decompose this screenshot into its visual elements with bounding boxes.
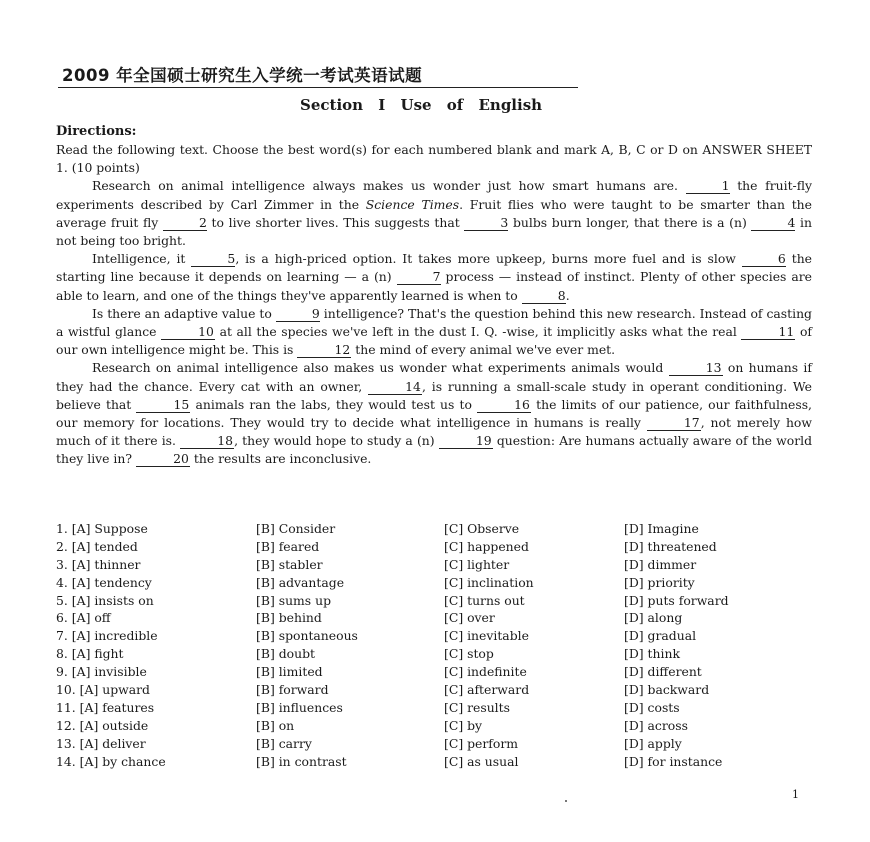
option-text: [D] along xyxy=(624,610,683,626)
option-text: [C] Observe xyxy=(444,521,520,536)
answer-blank: 4 xyxy=(751,216,795,231)
option-a xyxy=(56,627,256,645)
option-text: [C] perform xyxy=(444,735,518,751)
option-text: [A] incredible xyxy=(71,628,158,644)
option-b xyxy=(256,556,444,574)
passage-paragraph xyxy=(56,305,812,360)
passage-text-run: bulbs burn longer, that there is a (n) xyxy=(508,214,752,230)
option-text: [B] doubt xyxy=(256,646,315,662)
option-text: [B] on xyxy=(256,717,295,733)
passage-text-run: process — instead of instinct. Plenty of other species are able to learn, and one of the things they've apparently learned is when to xyxy=(56,269,812,303)
option-text: [C] over xyxy=(444,610,495,626)
option-text: [A] off xyxy=(71,610,111,626)
option-text: [B] in contrast xyxy=(256,753,347,769)
option-text: [B] sums up xyxy=(256,592,332,608)
option-c xyxy=(444,681,624,699)
answer-blank: 20 xyxy=(136,452,190,467)
passage-text-run: animals ran the labs, they would test us to xyxy=(190,396,478,412)
option-a xyxy=(56,663,256,681)
answer-blank: 11 xyxy=(741,325,795,340)
option-row xyxy=(56,735,816,753)
option-text: [D] puts forward xyxy=(624,592,729,608)
option-row xyxy=(56,556,816,574)
option-text: [A] by chance xyxy=(79,753,166,769)
option-b xyxy=(256,681,444,699)
italic-title: Science Times xyxy=(365,196,460,212)
question-number: 4. xyxy=(56,574,68,590)
option-text: [A] tendency xyxy=(71,574,152,590)
option-row xyxy=(56,681,816,699)
option-text: [B] stabler xyxy=(256,556,323,572)
answer-blank: 7 xyxy=(397,270,441,285)
option-text: [A] deliver xyxy=(79,735,146,751)
option-a xyxy=(56,520,256,538)
option-c xyxy=(444,753,624,771)
option-text: [A] fight xyxy=(71,646,124,662)
passage-text-run: in not being too bright. xyxy=(56,214,812,249)
option-row xyxy=(56,538,816,556)
passage-text-run: Research on animal intelligence always makes us wonder just how smart humans are. xyxy=(92,178,686,194)
option-text: [C] inclination xyxy=(444,574,534,590)
passage-paragraph xyxy=(56,177,812,250)
option-text: [C] indefinite xyxy=(444,664,527,680)
option-text: [D] threatened xyxy=(624,538,717,554)
option-c xyxy=(444,520,624,538)
option-d xyxy=(624,753,814,771)
option-b xyxy=(256,735,444,753)
option-d xyxy=(624,717,814,735)
passage-text-run: Intelligence, it xyxy=(92,251,192,267)
options-list xyxy=(56,520,816,770)
question-number: 5. xyxy=(56,592,68,608)
question-number: 14. xyxy=(56,753,76,769)
option-a xyxy=(56,681,256,699)
option-text: [D] different xyxy=(624,664,702,680)
option-c xyxy=(444,556,624,574)
option-text: [D] apply xyxy=(624,735,682,751)
question-number: 3. xyxy=(56,556,68,572)
option-d xyxy=(624,538,814,556)
exam-title: 2009 年全国硕士研究生入学统一考试英语试题 xyxy=(62,66,423,85)
answer-blank: 12 xyxy=(297,343,351,358)
option-text: [A] outside xyxy=(79,717,149,733)
option-d xyxy=(624,663,814,681)
option-b xyxy=(256,627,444,645)
option-row xyxy=(56,574,816,592)
option-text: [D] backward xyxy=(624,682,710,698)
answer-blank: 14 xyxy=(368,380,422,395)
passage-text-run: . Fruit flies who were taught to be smarter than the average fruit fly xyxy=(56,196,812,230)
option-text: [A] invisible xyxy=(71,664,147,680)
option-c xyxy=(444,717,624,735)
option-d xyxy=(624,592,814,610)
option-a xyxy=(56,538,256,556)
question-number: 2. xyxy=(56,538,68,554)
question-number: 8. xyxy=(56,646,68,662)
answer-blank: 9 xyxy=(276,307,320,322)
answer-blank: 6 xyxy=(742,252,786,267)
option-text: [C] by xyxy=(444,717,483,733)
option-b xyxy=(256,574,444,592)
option-text: [B] advantage xyxy=(256,574,345,590)
option-c xyxy=(444,574,624,592)
option-row xyxy=(56,699,816,717)
option-a xyxy=(56,735,256,753)
option-text: [B] influences xyxy=(256,699,343,715)
option-text: [B] behind xyxy=(256,610,322,626)
option-b xyxy=(256,538,444,556)
option-d xyxy=(624,681,814,699)
option-c xyxy=(444,663,624,681)
answer-blank: 1 xyxy=(686,179,730,194)
passage-text-run: , is a high-priced option. It takes more upkeep, burns more fuel and is slow xyxy=(235,251,742,267)
option-a xyxy=(56,699,256,717)
option-d xyxy=(624,574,814,592)
option-a xyxy=(56,592,256,610)
question-number: 12. xyxy=(56,717,76,733)
option-c xyxy=(444,699,624,717)
option-d xyxy=(624,627,814,645)
option-d xyxy=(624,645,814,663)
option-text: [D] across xyxy=(624,717,688,733)
option-text: [C] turns out xyxy=(444,592,525,608)
question-number: 7. xyxy=(56,628,68,644)
option-text: [B] feared xyxy=(256,538,320,554)
passage-text-run: the mind of every animal we've ever met. xyxy=(351,342,616,358)
question-number: 11. xyxy=(56,699,76,715)
passage xyxy=(56,177,812,468)
option-row xyxy=(56,645,816,663)
option-text: [D] dimmer xyxy=(624,556,697,572)
scan-speck xyxy=(565,800,567,802)
answer-blank: 2 xyxy=(163,216,207,231)
option-b xyxy=(256,753,444,771)
answer-blank: 5 xyxy=(191,252,235,267)
passage-text-run: , they would hope to study a (n) xyxy=(234,433,439,449)
answer-blank: 18 xyxy=(180,434,234,449)
question-number: 1. xyxy=(56,521,68,536)
passage-text-run: the starting line because it depends on learning — a (n) xyxy=(56,251,813,285)
passage-text-run: to live shorter lives. This suggests that xyxy=(206,214,465,230)
option-row xyxy=(56,627,816,645)
option-c xyxy=(444,645,624,663)
option-d xyxy=(624,699,814,717)
answer-blank: 17 xyxy=(647,416,701,431)
option-c xyxy=(444,735,624,753)
option-a xyxy=(56,753,256,771)
option-text: [D] Imagine xyxy=(624,521,699,536)
passage-text-run: the results are inconclusive. xyxy=(189,451,372,467)
answer-blank: 10 xyxy=(161,325,215,340)
option-text: [B] carry xyxy=(256,735,312,751)
passage-text-run: the limits of our patience, our faithfulness, our memory for locations. They would try to decide what intelligence in humans is really xyxy=(56,396,812,431)
option-d xyxy=(624,520,814,538)
answer-blank: 15 xyxy=(136,398,190,413)
option-row xyxy=(56,753,816,771)
question-number: 6. xyxy=(56,610,68,626)
option-row xyxy=(56,717,816,735)
section-heading: Section Ⅰ Use of English xyxy=(300,96,543,114)
passage-text-run: . xyxy=(565,287,570,303)
passage-text-run: question: Are humans actually aware of the world they live in? xyxy=(56,433,813,467)
option-text: [C] results xyxy=(444,699,510,715)
answer-blank: 3 xyxy=(464,216,508,231)
option-text: [D] costs xyxy=(624,699,680,715)
option-row xyxy=(56,663,816,681)
option-c xyxy=(444,538,624,556)
option-text: [C] inevitable xyxy=(444,628,529,644)
option-text: [A] tended xyxy=(71,538,138,554)
option-row xyxy=(56,592,816,610)
answer-blank: 8 xyxy=(522,289,566,304)
option-a xyxy=(56,645,256,663)
passage-text-run: , is running a small-scale study in operant conditioning. We believe that xyxy=(56,378,812,412)
question-number: 13. xyxy=(56,735,76,751)
passage-paragraph xyxy=(56,359,812,468)
option-d xyxy=(624,609,814,627)
option-c xyxy=(444,627,624,645)
passage-text-run: at all the species we've left in the dust I. Q. -wise, it implicitly asks what the real xyxy=(215,324,742,340)
question-number: 10. xyxy=(56,682,76,698)
option-row xyxy=(56,520,816,538)
option-c xyxy=(444,592,624,610)
option-d xyxy=(624,556,814,574)
question-number: 9. xyxy=(56,664,68,680)
option-b xyxy=(256,699,444,717)
title-underline xyxy=(58,87,578,88)
passage-paragraph xyxy=(56,250,812,305)
answer-blank: 19 xyxy=(439,434,493,449)
passage-text xyxy=(56,141,812,469)
option-text: [C] lighter xyxy=(444,556,510,572)
passage-text-run: the fruit-fly experiments described by Carl Zimmer in the xyxy=(56,178,812,212)
option-c xyxy=(444,609,624,627)
option-text: [A] insists on xyxy=(71,592,154,608)
option-text: [C] afterward xyxy=(444,682,530,698)
option-b xyxy=(256,609,444,627)
passage-text-run: , not merely how much of it there is. xyxy=(56,415,812,449)
directions-text: Read the following text. Choose the best word(s) for each numbered blank and mark A, B, C or D on ANSWER SHEET 1. (10 points) xyxy=(56,142,812,176)
passage-text-run: on humans if they had the chance. Every cat with an owner, xyxy=(56,360,812,394)
directions-label: Directions: xyxy=(56,124,137,139)
option-text: [A] thinner xyxy=(71,556,141,572)
option-b xyxy=(256,645,444,663)
option-b xyxy=(256,592,444,610)
option-text: [D] think xyxy=(624,646,680,662)
option-b xyxy=(256,717,444,735)
option-text: [C] happened xyxy=(444,538,529,554)
answer-blank: 13 xyxy=(669,361,723,376)
passage-text-run: Research on animal intelligence also makes us wonder what experiments animals would xyxy=(92,360,669,376)
option-text: [B] spontaneous xyxy=(256,628,358,644)
option-a xyxy=(56,574,256,592)
option-row xyxy=(56,609,816,627)
option-a xyxy=(56,609,256,627)
passage-text-run: intelligence? That's the question behind this new research. Instead of casting a wistful glance xyxy=(56,305,812,340)
option-a xyxy=(56,556,256,574)
answer-blank: 16 xyxy=(477,398,531,413)
page-number: 1 xyxy=(792,788,799,801)
option-text: [A] features xyxy=(79,699,155,715)
option-text: [B] limited xyxy=(256,664,323,680)
option-text: [D] priority xyxy=(624,574,695,590)
passage-text-run: of our own intelligence might be. This is xyxy=(56,324,812,358)
option-a xyxy=(56,717,256,735)
option-text: [C] stop xyxy=(444,646,494,662)
option-text: [C] as usual xyxy=(444,753,519,769)
option-text: [B] forward xyxy=(256,682,329,698)
option-text: [D] for instance xyxy=(624,753,723,769)
option-b xyxy=(256,520,444,538)
option-d xyxy=(624,735,814,753)
passage-text-run: Is there an adaptive value to xyxy=(92,305,276,321)
option-text: [B] Consider xyxy=(256,521,336,536)
option-text: [A] upward xyxy=(79,682,150,698)
option-text: [A] Suppose xyxy=(71,521,148,536)
option-b xyxy=(256,663,444,681)
option-text: [D] gradual xyxy=(624,628,697,644)
